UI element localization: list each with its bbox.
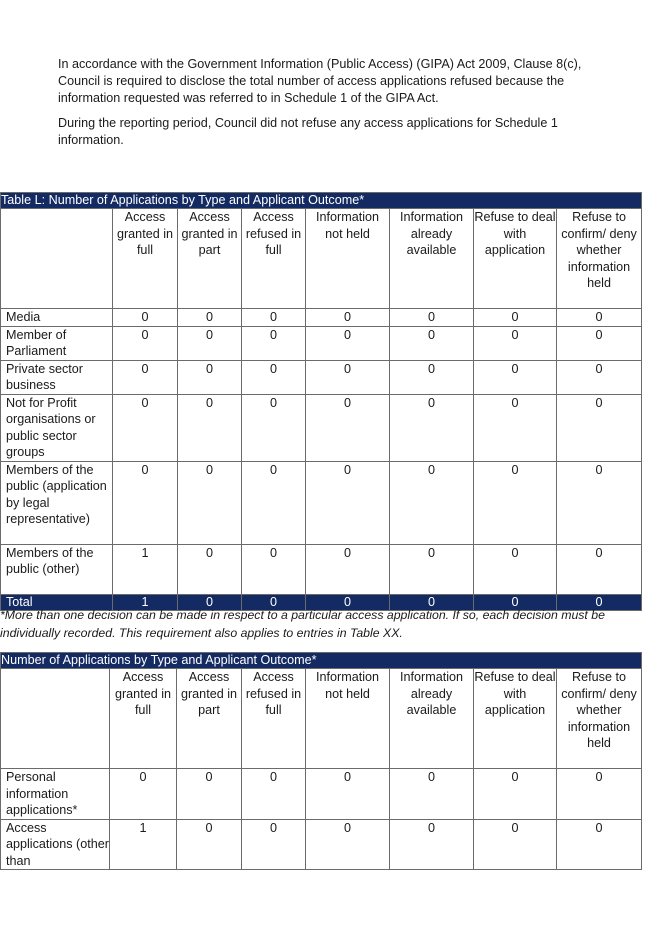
row-label: Not for Profit organisations or public sector groups [1, 394, 113, 461]
column-header: Refuse to deal with application [474, 209, 557, 309]
cell-value: 0 [113, 360, 178, 394]
total-value: 1 [113, 594, 178, 610]
cell-value: 0 [557, 326, 642, 360]
column-header: Refuse to deal with application [474, 669, 557, 769]
cell-value: 0 [557, 544, 642, 594]
cell-value: 0 [242, 326, 306, 360]
cell-value: 0 [242, 394, 306, 461]
column-header: Access granted in part [177, 669, 242, 769]
row-label: Members of the public (other) [1, 544, 113, 594]
table-row [1, 309, 642, 327]
table-row [1, 819, 642, 870]
header-empty-cell [1, 669, 110, 769]
cell-value: 0 [113, 326, 178, 360]
table-caption: Number of Applications by Type and Applicant Outcome* [1, 653, 642, 669]
cell-value: 0 [178, 309, 242, 327]
cell-value: 0 [178, 360, 242, 394]
row-label: Member of Parliament [1, 326, 113, 360]
table-row [1, 461, 642, 544]
table-applications-by-type [0, 192, 642, 611]
table-caption: Table L: Number of Applications by Type and Applicant Outcome* [1, 193, 642, 209]
cell-value: 0 [178, 394, 242, 461]
column-header: Information not held [306, 669, 390, 769]
cell-value: 0 [474, 394, 557, 461]
cell-value: 0 [390, 769, 474, 820]
row-label: Access applications (other than [1, 819, 110, 870]
total-value: 0 [474, 594, 557, 610]
cell-value: 0 [474, 819, 557, 870]
table-row [1, 326, 642, 360]
cell-value: 0 [110, 769, 177, 820]
cell-value: 0 [306, 394, 390, 461]
table-caption-row [1, 653, 642, 669]
cell-value: 0 [557, 309, 642, 327]
cell-value: 0 [113, 461, 178, 544]
table-applications-by-type-2 [0, 652, 642, 870]
row-label: Members of the public (application by legal representative) [1, 461, 113, 544]
cell-value: 0 [557, 769, 642, 820]
cell-value: 0 [474, 360, 557, 394]
row-label: Media [1, 309, 113, 327]
column-header: Access granted in full [110, 669, 177, 769]
cell-value: 0 [390, 461, 474, 544]
cell-value: 0 [557, 461, 642, 544]
table-header-row [1, 669, 642, 769]
cell-value: 0 [306, 544, 390, 594]
cell-value: 0 [557, 819, 642, 870]
cell-value: 0 [177, 819, 242, 870]
total-value: 0 [557, 594, 642, 610]
cell-value: 0 [306, 819, 390, 870]
cell-value: 0 [474, 769, 557, 820]
total-value: 0 [306, 594, 390, 610]
column-header: Access granted in full [113, 209, 178, 309]
column-header: Access refused in full [242, 669, 306, 769]
table-row [1, 360, 642, 394]
cell-value: 0 [306, 360, 390, 394]
cell-value: 0 [390, 819, 474, 870]
cell-value: 0 [242, 360, 306, 394]
cell-value: 0 [390, 394, 474, 461]
table-caption-row [1, 193, 642, 209]
header-empty-cell [1, 209, 113, 309]
table-row [1, 769, 642, 820]
column-header: Access granted in part [178, 209, 242, 309]
cell-value: 0 [177, 769, 242, 820]
cell-value: 0 [474, 309, 557, 327]
cell-value: 0 [178, 461, 242, 544]
intro-text [58, 56, 598, 157]
cell-value: 0 [390, 309, 474, 327]
cell-value: 0 [474, 544, 557, 594]
cell-value: 0 [390, 544, 474, 594]
total-value: 0 [242, 594, 306, 610]
cell-value: 0 [474, 461, 557, 544]
cell-value: 0 [178, 326, 242, 360]
cell-value: 0 [306, 769, 390, 820]
cell-value: 0 [242, 461, 306, 544]
column-header: Information not held [306, 209, 390, 309]
cell-value: 0 [306, 309, 390, 327]
intro-paragraph-1: In accordance with the Government Information (Public Access) (GIPA) Act 2009, Clause 8(c), Council is required to disclose the total number of access applications refused because the information requested was referred to in Schedule 1 of the GIPA Act. [58, 57, 582, 105]
row-label: Personal information applications* [1, 769, 110, 820]
cell-value: 0 [390, 360, 474, 394]
column-header: Refuse to confirm/ deny whether information held [557, 669, 642, 769]
cell-value: 0 [242, 819, 306, 870]
cell-value: 0 [390, 326, 474, 360]
cell-value: 0 [242, 769, 306, 820]
total-value: 0 [390, 594, 474, 610]
cell-value: 1 [110, 819, 177, 870]
cell-value: 0 [242, 309, 306, 327]
column-header: Refuse to confirm/ deny whether information held [557, 209, 642, 309]
table-footnote: *More than one decision can be made in respect to a particular access application. If so, each decision must be individually recorded. This requirement also applies to entries in Table XX. [0, 608, 605, 640]
column-header: Information already available [390, 209, 474, 309]
column-header: Access refused in full [242, 209, 306, 309]
cell-value: 0 [113, 394, 178, 461]
row-label: Private sector business [1, 360, 113, 394]
total-label: Total [1, 594, 113, 610]
cell-value: 0 [178, 544, 242, 594]
cell-value: 0 [113, 309, 178, 327]
table-header-row [1, 209, 642, 309]
cell-value: 0 [557, 394, 642, 461]
cell-value: 0 [474, 326, 557, 360]
cell-value: 1 [113, 544, 178, 594]
table-row [1, 394, 642, 461]
total-value: 0 [178, 594, 242, 610]
cell-value: 0 [242, 544, 306, 594]
cell-value: 0 [306, 326, 390, 360]
column-header: Information already available [390, 669, 474, 769]
intro-paragraph-2: During the reporting period, Council did not refuse any access applications for Schedule 1 information. [58, 116, 558, 147]
cell-value: 0 [557, 360, 642, 394]
table-row [1, 544, 642, 594]
cell-value: 0 [306, 461, 390, 544]
